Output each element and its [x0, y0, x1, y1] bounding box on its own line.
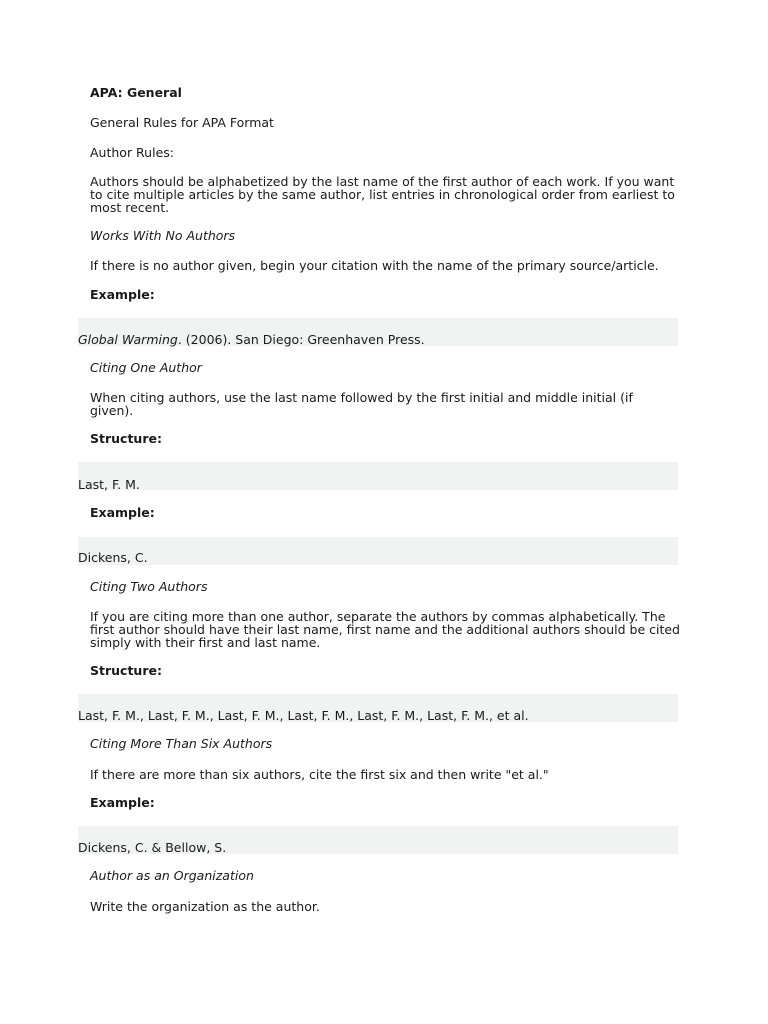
two-authors-structure: Last, F. M., Last, F. M., Last, F. M., Last, F. M., Last, F. M., Last, F. M., et al.: [78, 708, 529, 723]
six-authors-heading: Citing More Than Six Authors: [90, 736, 273, 751]
one-author-example: Dickens, C.: [78, 550, 148, 565]
one-author-structure-label: Structure:: [90, 431, 162, 446]
no-authors-example-label: Example:: [90, 287, 155, 302]
author-rules-body: Authors should be alphabetized by the last name of the first author of each work. If you want to cite multiple articles by the same author, list entries in chronological order from earliest to most recent.: [90, 174, 675, 215]
two-authors-body: If you are citing more than one author, separate the authors by commas alphabetically. The first author should have their last name, first name and the additional authors should be cited simply with their first and last name.: [90, 609, 680, 650]
organization-heading: Author as an Organization: [90, 868, 254, 883]
doc-subtitle: General Rules for APA Format: [90, 115, 274, 130]
two-authors-heading: Citing Two Authors: [90, 579, 208, 594]
one-author-structure: Last, F. M.: [78, 477, 140, 492]
no-authors-body: If there is no author given, begin your citation with the name of the primary source/article.: [90, 258, 659, 273]
organization-body: Write the organization as the author.: [90, 899, 320, 914]
structure-block-background: [78, 462, 678, 490]
no-authors-heading: Works With No Authors: [90, 228, 236, 243]
six-authors-body: If there are more than six authors, cite the first six and then write "et al.": [90, 767, 549, 782]
one-author-heading: Citing One Author: [90, 360, 202, 375]
example-work-details: . (2006). San Diego: Greenhaven Press.: [177, 332, 425, 347]
one-author-example-label: Example:: [90, 505, 155, 520]
one-author-body: When citing authors, use the last name followed by the first initial and middle initial (if given).: [90, 390, 633, 418]
author-rules-heading: Author Rules:: [90, 145, 174, 160]
example-block-background: [78, 537, 678, 565]
six-authors-example: Dickens, C. & Bellow, S.: [78, 840, 227, 855]
six-authors-example-label: Example:: [90, 795, 155, 810]
two-authors-structure-label: Structure:: [90, 663, 162, 678]
doc-title: APA: General: [90, 85, 182, 100]
example-work-title: Global Warming: [78, 332, 178, 347]
no-authors-example: [78, 333, 425, 346]
